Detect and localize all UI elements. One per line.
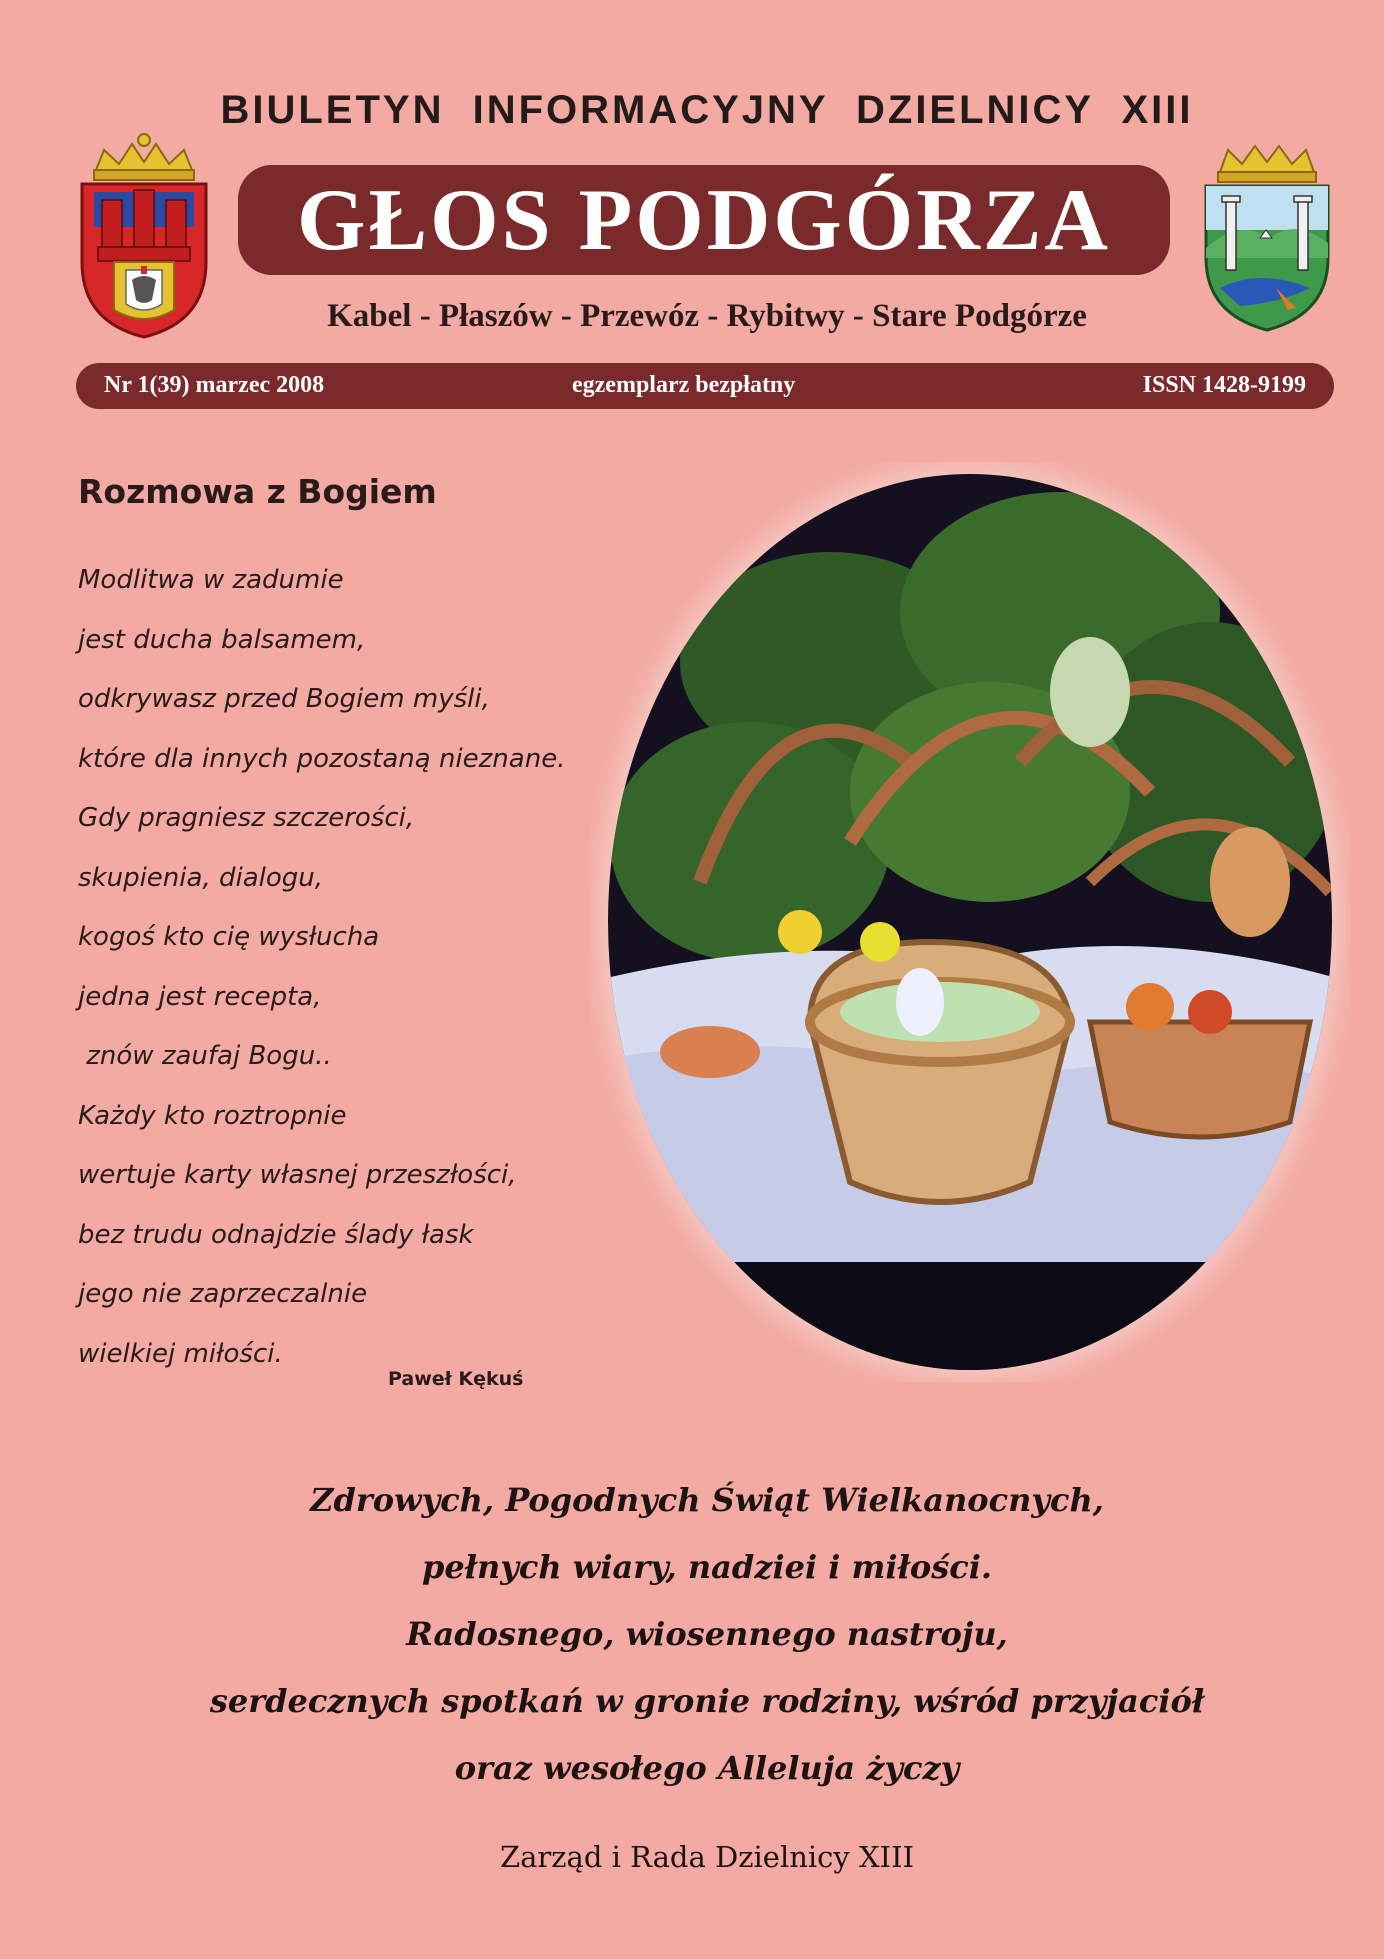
signature: Zarząd i Rada Dzielnicy XIII [499,1840,915,1874]
poem-line: znów zaufaj Bogu.. [78,1041,332,1071]
masthead-banner [238,165,1170,275]
free-copy-label: egzemplarz bezpłatny [572,372,796,398]
poem-line: jego nie zaprzeczalnie [78,1279,368,1309]
poem-line: które dla innych pozostaną nieznane. [78,743,566,774]
poem-line: wertuje karty własnej przeszłości, [78,1160,517,1190]
poem-line: wielkiej miłości. [78,1338,283,1369]
info-bar [76,363,1334,409]
poem-line: Gdy pragniesz szczerości, [78,803,415,833]
wish-line: oraz wesołego Alleluja życzy [454,1749,960,1787]
poem-line: jedna jest recepta, [78,981,322,1012]
poem-line: kogoś kto cię wysłucha [78,922,380,952]
wish-line: Zdrowych, Pogodnych Świąt Wielkanocnych, [310,1481,1104,1519]
districts-subtitle: Kabel - Płaszów - Przewóz - Rybitwy - Stare Podgórze [327,298,1087,334]
masthead-title: GŁOS PODGÓRZA [297,171,1111,269]
issue-number: Nr 1(39) marzec 2008 [104,372,325,398]
poem-line: jest ducha balsamem, [78,624,366,655]
wish-line: serdecznych spotkań w gronie rodziny, wśród przyjaciół [209,1682,1205,1720]
poem-line: Każdy kto roztropnie [78,1100,347,1131]
poem-line: skupienia, dialogu, [78,862,324,893]
poem-title: Rozmowa z Bogiem [78,472,437,511]
poem-author: Paweł Kękuś [388,1368,524,1390]
issn-label: ISSN 1428-9199 [1142,372,1306,398]
poem-line: odkrywasz przed Bogiem myśli, [78,684,490,714]
poem-line: bez trudu odnajdzie ślady łask [78,1219,474,1250]
poem-body [78,560,565,1393]
wish-line: pełnych wiary, nadziei i miłości. [421,1548,993,1586]
easter-wishes [0,1470,1384,1805]
bulletin-title: BIULETYN INFORMACYJNY DZIELNICY XIII [220,88,1194,132]
wish-line: Radosnego, wiosennego nastroju, [406,1615,1008,1653]
easter-baskets-photo [590,462,1350,1382]
poem-line: Modlitwa w zadumie [78,565,344,595]
